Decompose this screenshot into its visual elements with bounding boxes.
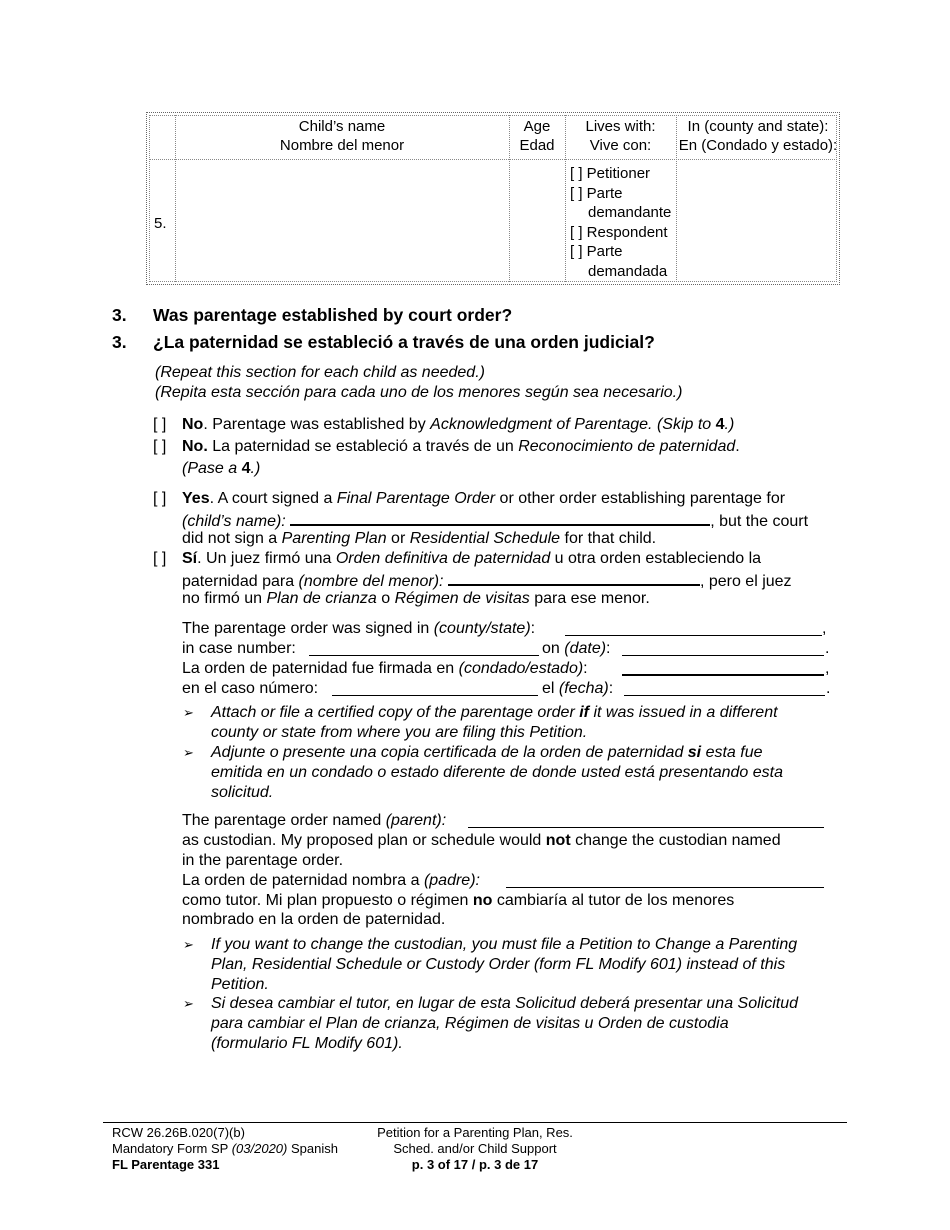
repeat-note-en: (Repeat this section for each child as needed.) [155, 364, 485, 381]
header-lives-with: Lives with: Vive con: [585, 118, 656, 154]
case-number-field-es[interactable] [332, 679, 538, 696]
case-number-en: in case number: [182, 640, 296, 657]
option-yes-en-line3: did not sign a Parenting Plan or Residential Schedule for that child. [182, 530, 657, 547]
checkbox-yes-en[interactable]: [ ] [153, 490, 167, 507]
signed-in-en: The parentage order was signed in (county/state): [182, 620, 536, 637]
bullet-change-en: If you want to change the custodian, you must file a Petition to Change a Parenting Plan, Residential Schedule or Custody Order (form FL Modify 601) instead of this Petition. [211, 936, 798, 993]
children-table [146, 112, 840, 285]
checkbox-yes-es[interactable]: [ ] [153, 550, 167, 567]
option-respondent[interactable]: [ ] Respondent [570, 223, 668, 241]
child-name-field-en[interactable] [290, 509, 710, 526]
lives-with-options: [ ] Petitioner [ ] Parte demandante [ ] Respondent [ ] Parte demandada [570, 165, 672, 280]
parent-field-en[interactable] [468, 811, 824, 828]
option-no-es: No. La paternidad se estableció a través de un Reconocimiento de paternidad. [182, 438, 740, 455]
checkbox-no-en[interactable]: [ ] [153, 416, 167, 433]
date-field-en[interactable] [622, 639, 824, 656]
arrow-icon: ➢ [183, 937, 194, 952]
custodian-es: La orden de paternidad nombra a (padre): [182, 872, 480, 889]
signed-in-es: La orden de paternidad fue firmada en (condado/estado): [182, 660, 588, 677]
option-yes-en: Yes. A court signed a Final Parentage Order or other order establishing parentage for [182, 490, 786, 507]
custodian-en: The parentage order named (parent): [182, 812, 447, 829]
arrow-icon: ➢ [183, 745, 194, 760]
bullet-attach-en: Attach or file a certified copy of the parentage order if it was issued in a different county or state from where you are filing this Petition. [211, 704, 778, 741]
section-title-es: ¿La paternidad se estableció a través de una orden judicial? [153, 332, 655, 352]
footer-left: RCW 26.26B.020(7)(b) Mandatory Form SP (03/2020) Spanish FL Parentage 331 [112, 1125, 338, 1172]
footer-center: Petition for a Parenting Plan, Res. Sched. and/or Child Support p. 3 of 17 / p. 3 de 17 [370, 1125, 580, 1173]
section-title-en: Was parentage established by court order? [153, 305, 513, 325]
header-child-name: Child’s name Nombre del menor [279, 118, 405, 154]
arrow-icon: ➢ [183, 705, 194, 720]
county-state-field-es[interactable] [622, 659, 824, 676]
option-yes-en-line2: (child’s name): , but the court [182, 509, 808, 532]
case-number-field-en[interactable] [309, 639, 539, 656]
option-no-en: No. Parentage was established by Acknowledgment of Parentage. (Skip to 4.) [182, 416, 735, 433]
option-yes-es-line3: no firmó un Plan de crianza o Régimen de visitas para ese menor. [182, 590, 650, 607]
option-yes-es: Sí. Un juez firmó una Orden definitiva de paternidad u otra orden estableciendo la [182, 550, 762, 567]
page-number: p. 3 of 17 / p. 3 de 17 [411, 1157, 539, 1172]
section-number-es: 3. [112, 332, 127, 352]
option-petitioner[interactable]: [ ] Petitioner [570, 165, 651, 182]
header-county-state: In (county and state): En (Condado y estado): [678, 118, 838, 154]
child-name-field-es[interactable] [448, 569, 700, 586]
option-parte-2[interactable]: [ ] Parte [570, 243, 623, 260]
checkbox-no-es[interactable]: [ ] [153, 438, 167, 455]
case-number-es: en el caso número: [182, 680, 319, 697]
bullet-change-es: Si desea cambiar el tutor, en lugar de esta Solicitud deberá presentar una Solicitud para cambiar el Plan de crianza, Régimen de visitas u Orden de custodia (formulario FL Modify 601). [211, 995, 799, 1052]
arrow-icon: ➢ [183, 996, 194, 1011]
footer-divider [103, 1122, 847, 1123]
bullet-attach-es: Adjunte o presente una copia certificada de la orden de paternidad si esta fue emitida en un condado o estado diferente de donde usted está presentando esta solicitud. [211, 744, 783, 801]
county-state-field-en[interactable] [565, 619, 822, 636]
date-field-es[interactable] [624, 679, 825, 696]
repeat-note-es: (Repita esta sección para cada uno de los menores según sea necesario.) [155, 384, 683, 401]
option-no-es-line2: (Pase a 4.) [182, 460, 261, 477]
section-number: 3. [112, 305, 127, 325]
option-yes-es-line2: paternidad para (nombre del menor): , pero el juez [182, 569, 792, 592]
parent-field-es[interactable] [506, 871, 824, 888]
row-number: 5. [154, 215, 167, 232]
header-age: Age Edad [519, 118, 555, 154]
option-parte-1[interactable]: [ ] Parte [570, 184, 623, 202]
